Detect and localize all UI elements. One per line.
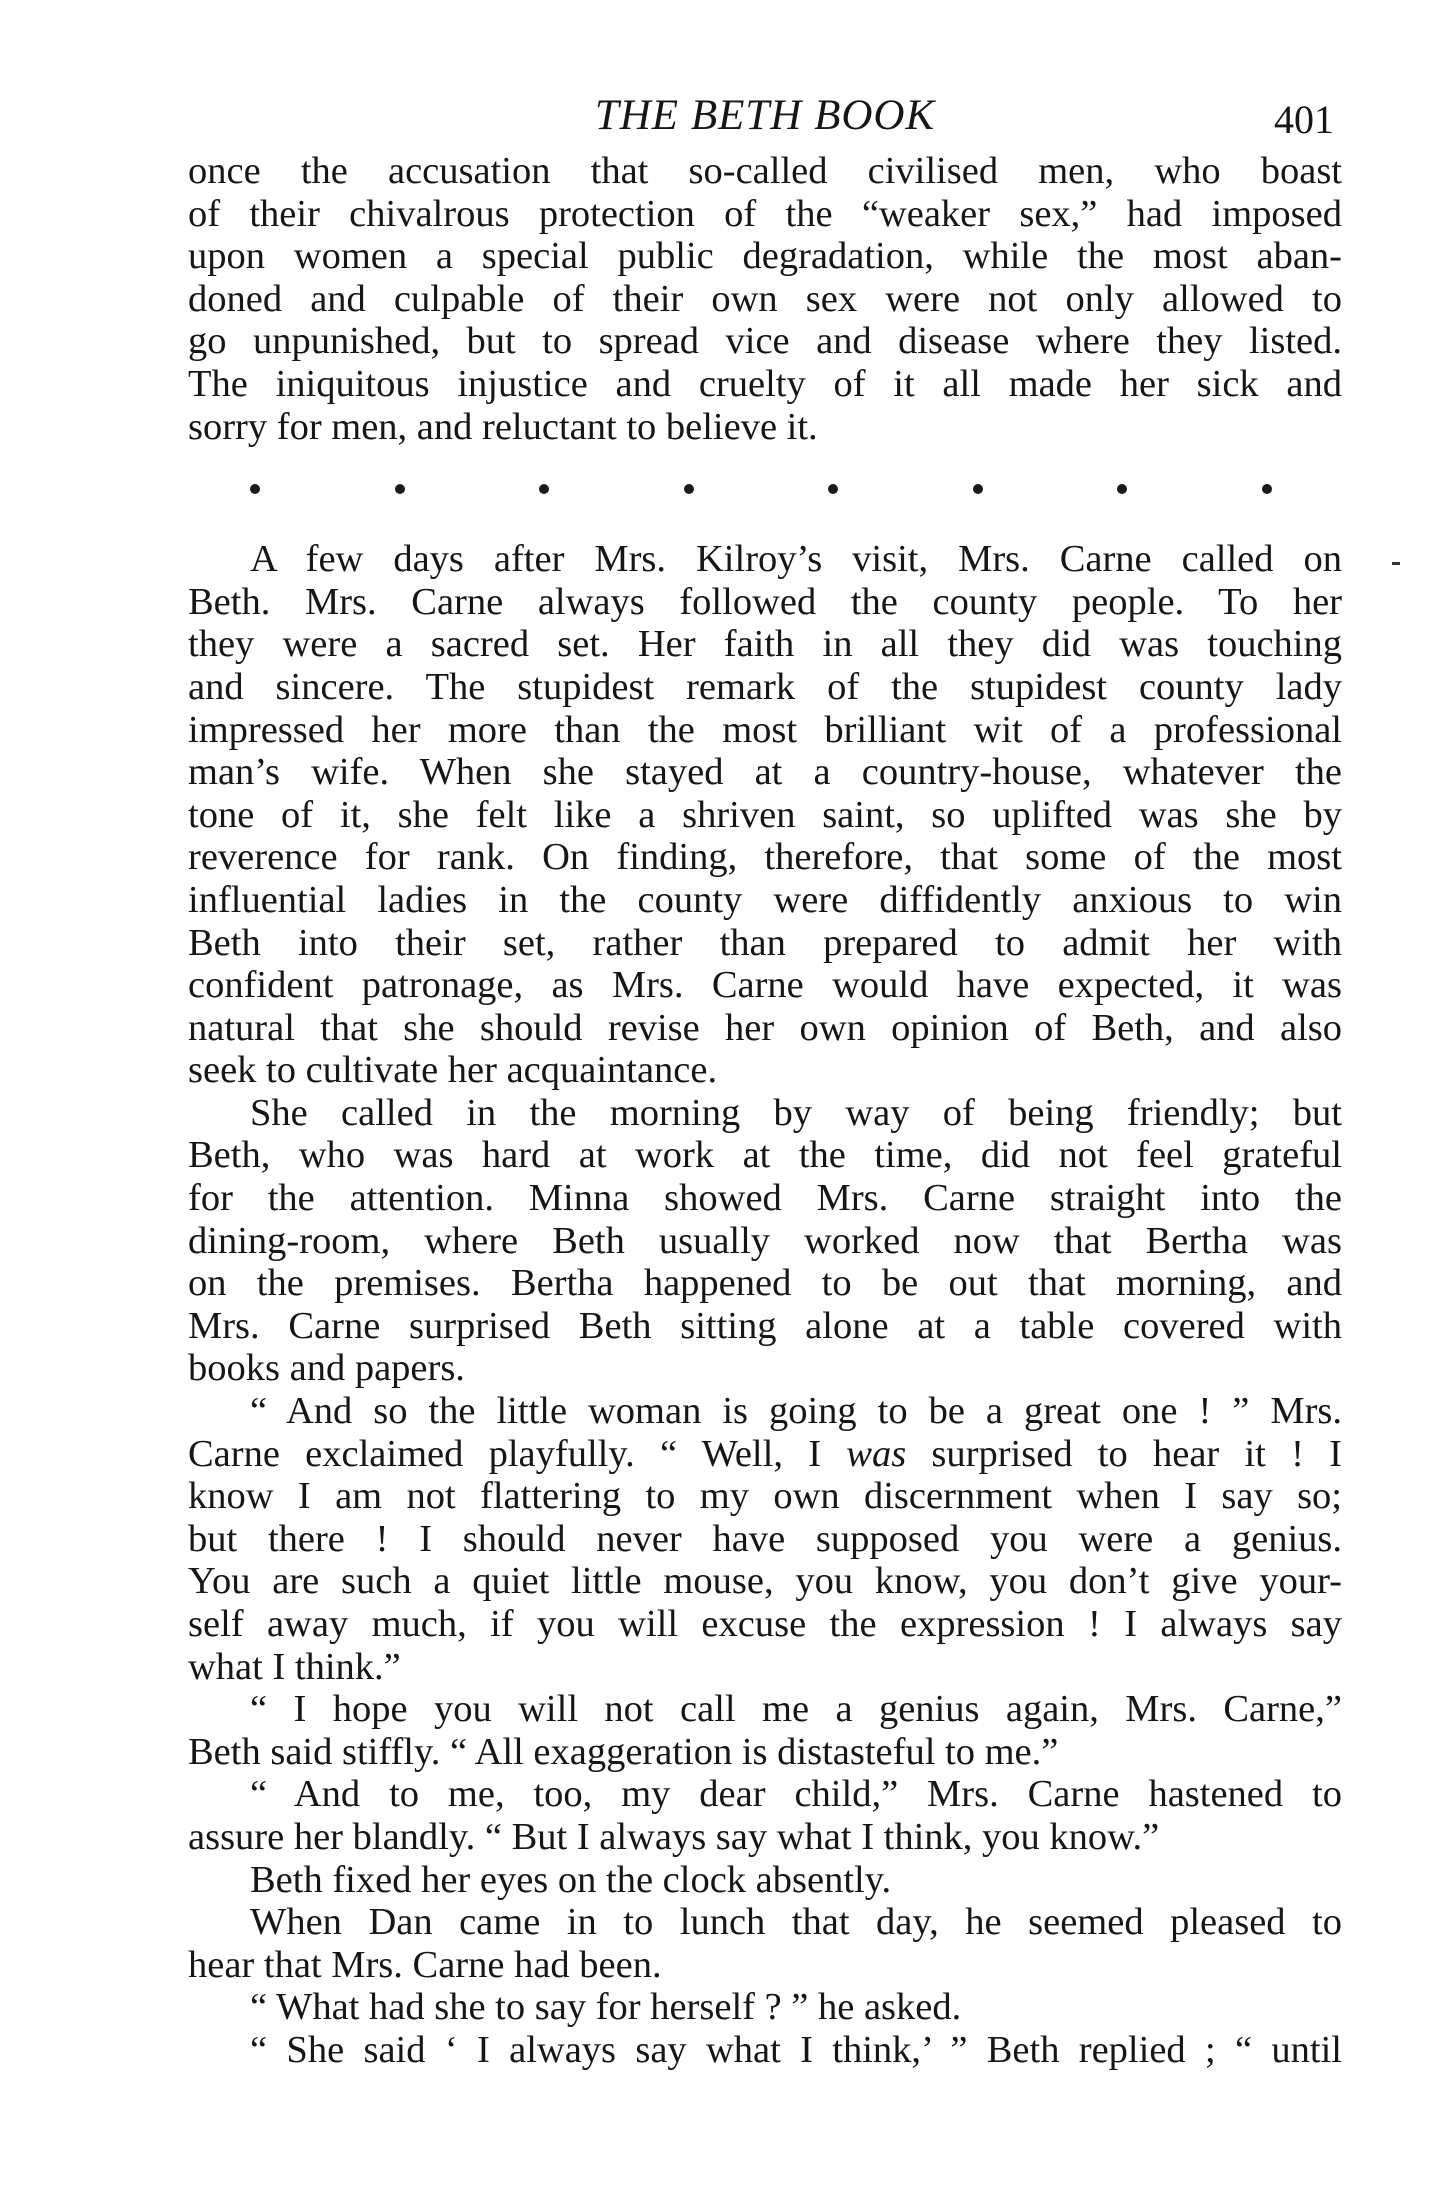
text-line: go unpunished, but to spread vice and disease where they listed. bbox=[188, 320, 1342, 363]
text-line: “ And to me, too, my dear child,” Mrs. Carne hastened to bbox=[250, 1773, 1342, 1816]
text-line: what I think.” bbox=[188, 1645, 401, 1688]
text-line: influential ladies in the county were diffidently anxious to win bbox=[188, 878, 1342, 921]
text-fragment: surprised to hear it ! I bbox=[906, 1432, 1342, 1475]
text-line: dining-room, where Beth usually worked now that Bertha was bbox=[188, 1219, 1342, 1262]
running-title: THE BETH BOOK bbox=[594, 92, 936, 139]
text-line: She called in the morning by way of being friendly; but bbox=[250, 1091, 1342, 1134]
text-line: for the attention. Minna showed Mrs. Carne straight into the bbox=[188, 1177, 1342, 1220]
book-page bbox=[188, 92, 1342, 2072]
text-line: natural that she should revise her own opinion of Beth, and also bbox=[188, 1006, 1342, 1049]
section-break-dots bbox=[188, 454, 1342, 524]
text-line: once the accusation that so-called civilised men, who boast bbox=[188, 150, 1342, 192]
body-text bbox=[188, 150, 1342, 2072]
text-line: assure her blandly. “ But I always say what I think, you know.” bbox=[188, 1815, 1160, 1858]
separator-dot bbox=[828, 484, 838, 494]
separator-dot bbox=[539, 484, 549, 494]
separator-dot bbox=[684, 484, 694, 494]
text-line: sorry for men, and reluctant to believe it. bbox=[188, 405, 818, 448]
text-line: seek to cultivate her acquaintance. bbox=[188, 1049, 718, 1092]
text-line: they were a sacred set. Her faith in all they did was touching bbox=[188, 623, 1342, 666]
text-line: A few days after Mrs. Kilroy’s visit, Mrs. Carne called on bbox=[250, 538, 1342, 581]
paragraph bbox=[188, 538, 1342, 1092]
text-line: You are such a quiet little mouse, you know, you don’t give your- bbox=[188, 1560, 1342, 1603]
text-line: upon women a special public degradation, while the most aban- bbox=[188, 235, 1342, 278]
text-line: of their chivalrous protection of the “weaker sex,” had imposed bbox=[188, 192, 1342, 235]
paragraph bbox=[188, 1859, 1342, 1902]
paragraph bbox=[188, 1773, 1342, 1858]
page-number: 401 bbox=[1274, 97, 1334, 142]
text-line: “ I hope you will not call me a genius again, Mrs. Carne,” bbox=[250, 1688, 1342, 1731]
text-line: Beth fixed her eyes on the clock absently. bbox=[250, 1858, 892, 1901]
paragraph bbox=[188, 150, 1342, 448]
paragraph bbox=[188, 1092, 1342, 1390]
paragraph bbox=[188, 2029, 1342, 2072]
text-line: tone of it, she felt like a shriven saint, so uplifted was she by bbox=[188, 793, 1342, 836]
text-line: When Dan came in to lunch that day, he seemed pleased to bbox=[250, 1901, 1342, 1944]
text-line: self away much, if you will excuse the expression ! I always say bbox=[188, 1603, 1342, 1645]
text-line: The iniquitous injustice and cruelty of it all made her sick and bbox=[188, 362, 1342, 405]
text-line: impressed her more than the most brilliant wit of a professional bbox=[188, 708, 1342, 751]
text-line: Beth said stiffly. “ All exaggeration is distasteful to me.” bbox=[188, 1730, 1059, 1773]
text-line: man’s wife. When she stayed at a country-house, whatever the bbox=[188, 751, 1342, 794]
text-line bbox=[188, 1433, 1342, 1476]
paragraph bbox=[188, 1688, 1342, 1773]
text-line: know I am not flattering to my own discernment when I say so; bbox=[188, 1475, 1342, 1518]
text-line: hear that Mrs. Carne had been. bbox=[188, 1943, 662, 1986]
text-line: “ She said ‘ I always say what I think,’ ” Beth replied ; “ until bbox=[250, 2028, 1342, 2071]
text-line: but there ! I should never have supposed you were a genius. bbox=[188, 1517, 1342, 1560]
text-line: and sincere. The stupidest remark of the stupidest county lady bbox=[188, 665, 1342, 708]
separator-dot bbox=[973, 484, 983, 494]
separator-dot bbox=[250, 484, 260, 494]
paragraph bbox=[188, 1390, 1342, 1688]
text-line: on the premises. Bertha happened to be out that morning, and bbox=[188, 1262, 1342, 1305]
text-line: “ What had she to say for herself ? ” he asked. bbox=[250, 1986, 962, 2029]
text-line: confident patronage, as Mrs. Carne would have expected, it was bbox=[188, 964, 1342, 1007]
margin-mark bbox=[1392, 562, 1400, 565]
text-line: Mrs. Carne surprised Beth sitting alone at a table covered with bbox=[188, 1304, 1342, 1347]
text-line: Beth. Mrs. Carne always followed the county people. To her bbox=[188, 580, 1342, 623]
italic-word: was bbox=[846, 1432, 907, 1475]
separator-dot bbox=[1262, 484, 1272, 494]
running-head bbox=[188, 92, 1342, 150]
text-fragment: Carne exclaimed playfully. “ Well, I bbox=[188, 1432, 847, 1475]
text-line: Beth into their set, rather than prepared to admit her with bbox=[188, 921, 1342, 964]
separator-dot bbox=[395, 484, 405, 494]
text-line: books and papers. bbox=[188, 1347, 465, 1390]
paragraph bbox=[188, 1986, 1342, 2029]
separator-dot bbox=[1117, 484, 1127, 494]
text-line: reverence for rank. On finding, therefore, that some of the most bbox=[188, 836, 1342, 879]
text-line: Beth, who was hard at work at the time, did not feel grateful bbox=[188, 1134, 1342, 1177]
text-line: doned and culpable of their own sex were not only allowed to bbox=[188, 277, 1342, 320]
paragraph bbox=[188, 1901, 1342, 1986]
text-line: “ And so the little woman is going to be a great one ! ” Mrs. bbox=[250, 1390, 1342, 1433]
